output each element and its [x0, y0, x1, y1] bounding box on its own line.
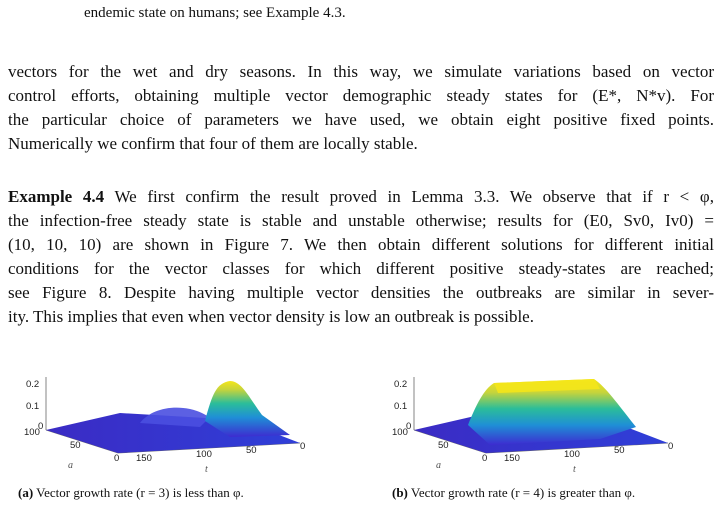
- z-tick-label: 0.1: [26, 401, 40, 412]
- a-tick-label: 50: [70, 440, 81, 451]
- example-line: (10, 10, 10) are shown in Figure 7. We then obtain different solutions for different initial: [8, 235, 714, 254]
- previous-figure-caption-fragment: endemic state on humans; see Example 4.3.: [84, 5, 346, 21]
- t-tick-label: 150: [136, 453, 152, 464]
- t-tick-label: 50: [246, 445, 257, 456]
- t-tick-label: 0: [668, 441, 674, 452]
- subfigure-caption-a: [18, 485, 244, 501]
- example-line: conditions for the vector classes for which different positive steady-states are reached;: [8, 259, 714, 278]
- body-paragraph: [8, 60, 714, 156]
- t-axis-label: t: [205, 464, 208, 475]
- a-tick-label: 0: [114, 453, 120, 464]
- t-tick-label: 150: [504, 453, 520, 464]
- subfigure-caption-text: Vector growth rate (r = 4) is greater than φ.: [407, 485, 636, 500]
- subfigure-caption-b: [392, 485, 635, 501]
- example-line: [8, 185, 714, 209]
- paragraph-line: control efforts, obtaining multiple vector demographic steady states for (E*, N*v). For: [8, 86, 714, 105]
- paragraph-line: Numerically we confirm that four of them are locally stable.: [8, 134, 418, 153]
- paragraph-line: vectors for the wet and dry seasons. In this way, we simulate variations based on vector: [8, 62, 714, 81]
- example-line: see Figure 8. Despite having multiple vector densities the outbreaks are similar in sever-: [8, 283, 714, 302]
- t-axis-label: t: [573, 464, 576, 475]
- subfigure-tag: (a): [18, 485, 34, 500]
- a-tick-label: 0: [482, 453, 488, 464]
- example-line: ity. This implies that even when vector density is low an outbreak is possible.: [8, 307, 534, 326]
- z-tick-label: 0.2: [26, 379, 40, 390]
- a-axis-label: a: [436, 460, 441, 471]
- example-line: the infection-free steady state is stable and unstable otherwise; results for (E0, Sv0, Iv0) =: [8, 211, 714, 230]
- t-tick-label: 50: [614, 445, 625, 456]
- t-tick-label: 100: [564, 449, 580, 460]
- a-tick-label: 100: [24, 427, 40, 438]
- example-heading: Example 4.4: [8, 187, 105, 206]
- subfigure-tag: (b): [392, 485, 408, 500]
- example-4-4-block: [8, 185, 714, 329]
- z-tick-label: 0: [38, 421, 44, 432]
- z-tick-label: 0.1: [394, 401, 408, 412]
- t-tick-label: 100: [196, 449, 212, 460]
- a-tick-label: 100: [392, 427, 408, 438]
- example-line-text: We first confirm the result proved in Lemma 3.3. We observe that if r < φ,: [104, 187, 714, 206]
- surface-plot-a: [0, 365, 350, 480]
- paragraph-line: the particular choice of parameters we have used, we obtain eight positive fixed points.: [8, 110, 714, 129]
- z-tick-label: 0: [406, 421, 412, 432]
- surface-peak: [205, 381, 290, 437]
- surface-plot-b: [368, 365, 718, 480]
- z-tick-label: 0.2: [394, 379, 408, 390]
- subfigure-caption-text: Vector growth rate (r = 3) is less than φ.: [33, 485, 244, 500]
- a-axis-label: a: [68, 460, 73, 471]
- t-tick-label: 0: [300, 441, 306, 452]
- a-tick-label: 50: [438, 440, 449, 451]
